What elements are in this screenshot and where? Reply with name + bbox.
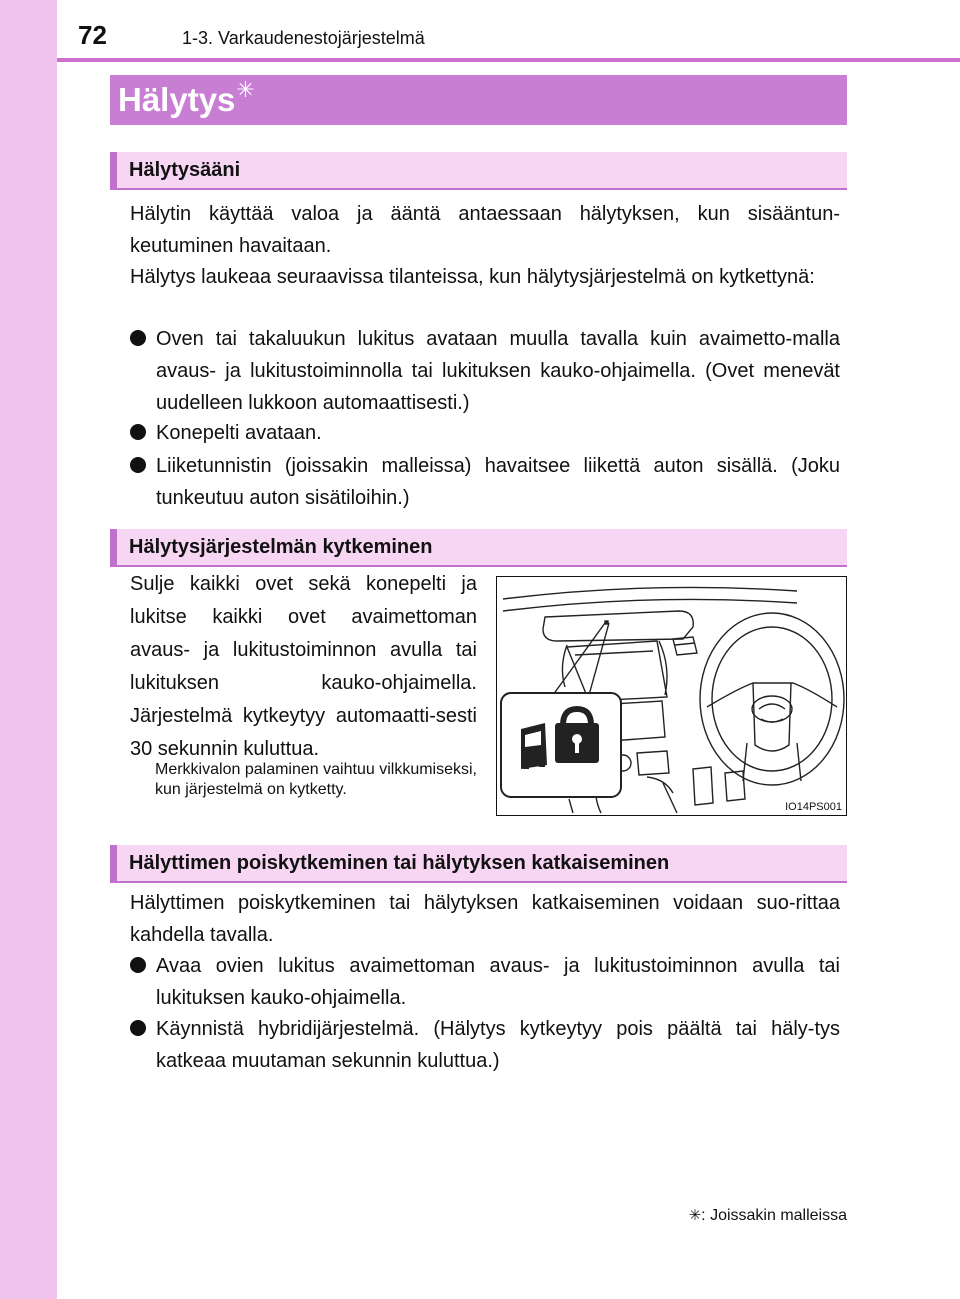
list-item (130, 450, 840, 514)
section-path: 1-3. Varkaudenestojärjestelmä (182, 28, 425, 48)
header-divider (57, 58, 960, 62)
bullet-icon (130, 424, 146, 440)
main-heading-title: Hälytys (118, 81, 236, 118)
list-item (130, 417, 840, 449)
footnote-text: : Joissakin malleissa (701, 1207, 847, 1224)
alarm-sound-intro: Hälytin käyttää valoa ja ääntä antaessaan hälytyksen, kun sisääntun-keutuminen havaitaan. (130, 203, 840, 257)
dashboard-drawing (497, 577, 846, 815)
list-item (130, 1013, 840, 1077)
bullet-icon (130, 330, 146, 346)
arming-note: Merkkivalon palaminen vaihtuu vilkkumiseksi, kun järjestelmä on kytketty. (155, 761, 477, 798)
bullet-icon (130, 957, 146, 973)
list-item (130, 950, 840, 1014)
list-item-text: Konepelti avataan. (156, 422, 322, 444)
dashboard-illustration (496, 576, 847, 816)
list-item-text: Liiketunnistin (joissakin malleissa) havaitsee liikettä auton sisällä. (Joku tunkeutuu auton sisätiloihin.) (156, 455, 840, 509)
alarm-conditions-intro: Hälytys laukeaa seuraavissa tilanteissa, kun hälytysjärjestelmä on kytkettynä: (130, 266, 815, 288)
list-item (130, 323, 840, 419)
footnote (689, 1206, 847, 1225)
subheading-alarm-sound: Hälytysääni (110, 152, 847, 188)
asterisk-icon: ✳ (688, 1207, 702, 1224)
subheading-arming: Hälytysjärjestelmän kytkeminen (110, 529, 847, 565)
list-item-text: Käynnistä hybridijärjestelmä. (Hälytys kytkeytyy pois päältä tai häly-tys katkeaa muutaman sekunnin kuluttua.) (156, 1018, 840, 1072)
side-margin-band (0, 0, 57, 1299)
subheading-disarming: Hälyttimen poiskytkeminen tai hälytyksen katkaiseminen (110, 845, 847, 881)
illustration-code: IO14PS001 (785, 801, 842, 813)
bullet-icon (130, 1020, 146, 1036)
arming-instructions: Sulje kaikki ovet sekä konepelti ja lukitse kaikki ovet avaimettoman avaus- ja lukitustoiminnon avulla tai lukituksen kauko-ohjaimella. Järjestelmä kytkeytyy automaatti-sesti 30 sekunnin kuluttua. (130, 573, 477, 760)
list-item-text: Oven tai takaluukun lukitus avataan muulla tavalla kuin avaimetto-malla avaus- ja lukitustoiminnolla tai lukituksen kauko-ohjaimella. (Ovet menevät uudelleen lukkoon automaattisesti.) (156, 328, 840, 414)
list-item-text: Avaa ovien lukitus avaimettoman avaus- ja lukitustoiminnon avulla tai lukituksen kauko-ohjaimella. (156, 955, 840, 1009)
disarming-intro: Hälyttimen poiskytkeminen tai hälytyksen katkaiseminen voidaan suo-rittaa kahdella tavalla. (130, 892, 840, 946)
main-heading (110, 75, 847, 125)
bullet-icon (130, 457, 146, 473)
asterisk-icon: ✳ (236, 77, 255, 102)
page-number: 72 (78, 20, 107, 50)
